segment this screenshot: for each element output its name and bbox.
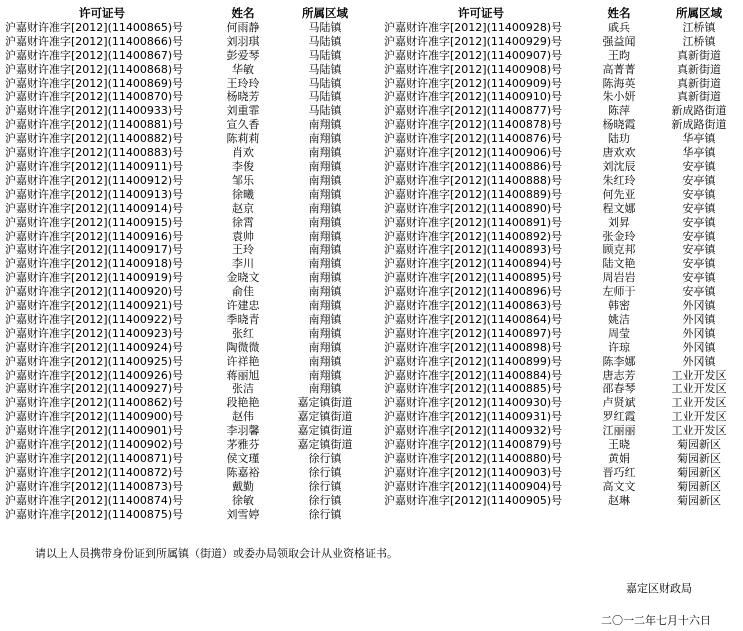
license-number: 沪嘉财许准字[2012](11400867)号: [5, 48, 184, 62]
region: 真新街道: [677, 90, 721, 104]
right-roster-body: [383, 21, 739, 508]
table-row: [383, 257, 739, 271]
license-number: 沪嘉财许准字[2012](11400911)号: [5, 159, 184, 173]
region: 徐行镇: [308, 507, 342, 521]
table-row: [383, 438, 739, 452]
person-name: 金晓文: [226, 271, 260, 285]
region: 南翔镇: [308, 285, 342, 299]
person-name: 许建忠: [226, 299, 260, 313]
license-number: 沪嘉财许准字[2012](11400878)号: [384, 118, 563, 132]
license-number: 沪嘉财许准字[2012](11400876)号: [384, 132, 563, 146]
person-name: 张洁: [232, 382, 254, 396]
license-number: 沪嘉财许准字[2012](11400919)号: [5, 271, 184, 285]
region: 菊园新区: [677, 465, 721, 479]
table-row: [4, 146, 364, 160]
license-header: 许可证号: [79, 7, 125, 20]
region: 马陆镇: [308, 48, 342, 62]
person-name: 黄娟: [608, 452, 630, 465]
license-number: 沪嘉财许准字[2012](11400920)号: [5, 285, 184, 299]
license-number: 沪嘉财许准字[2012](11400881)号: [5, 118, 184, 132]
name-header: 姓名: [231, 7, 255, 20]
person-name: 王玲: [232, 243, 254, 257]
table-row: [383, 230, 739, 244]
region: 南翔镇: [308, 382, 342, 396]
table-row: [383, 216, 739, 230]
person-name: 罗红霞: [602, 410, 636, 424]
person-name: 张红: [232, 326, 254, 340]
region: 工业开发区: [671, 396, 727, 410]
license-number: 沪嘉财许准字[2012](11400907)号: [384, 48, 563, 62]
region: 外冈镇: [682, 299, 716, 313]
license-number: 沪嘉财许准字[2012](11400889)号: [384, 187, 563, 201]
region: 安亭镇: [682, 201, 716, 215]
region: 马陆镇: [308, 104, 342, 118]
table-row: [4, 118, 364, 132]
license-number: 沪嘉财许准字[2012](11400888)号: [384, 173, 563, 187]
region-header: 所属区域: [676, 7, 722, 20]
region: 马陆镇: [308, 90, 342, 104]
person-name: 刘羽琪: [226, 34, 260, 48]
region: 徐行镇: [308, 493, 342, 507]
region: 华亭镇: [682, 132, 716, 146]
region: 南翔镇: [308, 146, 342, 160]
license-number: 沪嘉财许准字[2012](11400905)号: [384, 493, 563, 507]
table-row: [4, 90, 364, 104]
license-number: 沪嘉财许准字[2012](11400925)号: [5, 354, 184, 368]
table-row: [383, 77, 739, 91]
license-number: 沪嘉财许准字[2012](11400901)号: [5, 424, 184, 438]
table-row: [383, 313, 739, 327]
person-name: 陈嘉裕: [226, 465, 260, 479]
person-name: 陶微微: [226, 340, 260, 354]
person-name: 许琼: [608, 340, 630, 354]
table-row: [383, 188, 739, 202]
table-row: [383, 202, 739, 216]
table-row: [4, 410, 364, 424]
license-number: 沪嘉财许准字[2012](11400917)号: [5, 243, 184, 257]
table-row: [383, 118, 739, 132]
person-name: 俞佳: [232, 285, 254, 299]
license-number: 沪嘉财许准字[2012](11400873)号: [5, 479, 184, 493]
license-number: 沪嘉财许准字[2012](11400915)号: [5, 215, 184, 229]
person-name: 周岩岩: [602, 271, 636, 285]
region: 马陆镇: [308, 62, 342, 76]
table-row: [383, 299, 739, 313]
region: 安亭镇: [682, 257, 716, 271]
license-number: 沪嘉财许准字[2012](11400892)号: [384, 229, 563, 243]
region: 徐行镇: [308, 452, 342, 465]
table-row: [4, 21, 364, 35]
license-number: 沪嘉财许准字[2012](11400864)号: [384, 312, 563, 326]
table-row: [383, 104, 739, 118]
person-name: 左师于: [602, 285, 636, 299]
table-row: [4, 285, 364, 299]
table-row: [383, 35, 739, 49]
table-row: [4, 369, 364, 383]
issuer-signature: 嘉定区财政局: [626, 582, 692, 595]
person-name: 茅雅芬: [226, 438, 260, 452]
license-number: 沪嘉财许准字[2012](11400902)号: [5, 438, 184, 452]
left-roster-body: [4, 21, 364, 522]
person-name: 陆文艳: [602, 257, 636, 271]
license-number: 沪嘉财许准字[2012](11400914)号: [5, 201, 184, 215]
person-name: 徐敏: [232, 493, 254, 507]
license-number: 沪嘉财许准字[2012](11400868)号: [5, 62, 184, 76]
region: 安亭镇: [682, 187, 716, 201]
table-row: [383, 146, 739, 160]
license-number: 沪嘉财许准字[2012](11400913)号: [5, 187, 184, 201]
license-number: 沪嘉财许准字[2012](11400884)号: [384, 368, 563, 382]
table-row: [4, 299, 364, 313]
region: 南翔镇: [308, 312, 342, 326]
license-number: 沪嘉财许准字[2012](11400904)号: [384, 479, 563, 493]
region: 嘉定镇街道: [297, 438, 353, 452]
person-name: 唐欢欢: [602, 146, 636, 160]
region: 安亭镇: [682, 229, 716, 243]
table-row: [4, 327, 364, 341]
table-row: [383, 160, 739, 174]
person-name: 刘重霏: [226, 104, 260, 118]
table-row: [383, 410, 739, 424]
license-number: 沪嘉财许准字[2012](11400874)号: [5, 493, 184, 507]
person-name: 段艳艳: [226, 396, 260, 410]
person-name: 宣久香: [226, 118, 260, 132]
table-row: [4, 508, 364, 522]
license-number: 沪嘉财许准字[2012](11400871)号: [5, 452, 184, 465]
table-row: [4, 466, 364, 480]
person-name: 陆玏: [608, 132, 630, 146]
region: 马陆镇: [308, 34, 342, 48]
table-row: [383, 396, 739, 410]
license-number: 沪嘉财许准字[2012](11400891)号: [384, 215, 563, 229]
person-name: 李俊: [232, 159, 254, 173]
table-row: [4, 49, 364, 63]
person-name: 袁帅: [232, 229, 254, 243]
person-name: 陈李娜: [602, 354, 636, 368]
person-name: 刘昇: [608, 215, 630, 229]
table-row: [383, 355, 739, 369]
person-name: 刘沈辰: [602, 159, 636, 173]
person-name: 许祥艳: [226, 354, 260, 368]
license-number: 沪嘉财许准字[2012](11400932)号: [384, 424, 563, 438]
license-number: 沪嘉财许准字[2012](11400865)号: [5, 20, 184, 34]
region: 安亭镇: [682, 159, 716, 173]
table-row: [383, 424, 739, 438]
table-row: [383, 327, 739, 341]
license-number: 沪嘉财许准字[2012](11400896)号: [384, 285, 563, 299]
region: 江桥镇: [682, 34, 716, 48]
license-header: 许可证号: [458, 7, 504, 20]
person-name: 朱小妍: [602, 90, 636, 104]
person-name: 晋巧红: [602, 465, 636, 479]
table-row: [4, 396, 364, 410]
table-row: [383, 494, 739, 508]
table-row: [4, 452, 364, 466]
region: 安亭镇: [682, 285, 716, 299]
table-row: [4, 438, 364, 452]
table-row: [4, 188, 364, 202]
table-row: [4, 257, 364, 271]
person-name: 周莹: [608, 326, 630, 340]
license-number: 沪嘉财许准字[2012](11400927)号: [5, 382, 184, 396]
region: 马陆镇: [308, 20, 342, 34]
license-number: 沪嘉财许准字[2012](11400909)号: [384, 76, 563, 90]
person-name: 邵春琴: [602, 382, 636, 396]
person-name: 王昀: [608, 48, 630, 62]
person-name: 季晓青: [226, 312, 260, 326]
person-name: 刘雪婷: [226, 507, 260, 521]
region: 菊园新区: [677, 493, 721, 507]
license-number: 沪嘉财许准字[2012](11400908)号: [384, 62, 563, 76]
person-name: 邹乐: [232, 173, 254, 187]
table-row: [4, 243, 364, 257]
license-number: 沪嘉财许准字[2012](11400894)号: [384, 257, 563, 271]
region: 南翔镇: [308, 215, 342, 229]
person-name: 杨晓芳: [226, 90, 260, 104]
person-name: 徐曦: [232, 187, 254, 201]
license-number: 沪嘉财许准字[2012](11400926)号: [5, 368, 184, 382]
region: 工业开发区: [671, 410, 727, 424]
region: 南翔镇: [308, 159, 342, 173]
person-name: 徐霄: [232, 215, 254, 229]
table-row: [383, 480, 739, 494]
region: 嘉定镇街道: [297, 396, 353, 410]
license-number: 沪嘉财许准字[2012](11400880)号: [384, 452, 563, 465]
region: 南翔镇: [308, 368, 342, 382]
region: 南翔镇: [308, 243, 342, 257]
table-row: [4, 382, 364, 396]
left-roster-table: [4, 7, 364, 522]
table-row: [4, 424, 364, 438]
person-name: 侯文瑾: [226, 452, 260, 465]
license-number: 沪嘉财许准字[2012](11400862)号: [5, 396, 184, 410]
person-name: 姚洁: [608, 312, 630, 326]
region: 工业开发区: [671, 382, 727, 396]
person-name: 何雨静: [226, 20, 260, 34]
license-number: 沪嘉财许准字[2012](11400885)号: [384, 382, 563, 396]
person-name: 李川: [232, 257, 254, 271]
person-name: 程文娜: [602, 201, 636, 215]
license-number: 沪嘉财许准字[2012](11400903)号: [384, 465, 563, 479]
table-row: [4, 216, 364, 230]
table-row: [383, 369, 739, 383]
region: 江桥镇: [682, 20, 716, 34]
license-number: 沪嘉财许准字[2012](11400879)号: [384, 438, 563, 452]
region: 安亭镇: [682, 215, 716, 229]
person-name: 高菁菁: [602, 62, 636, 76]
region: 工业开发区: [671, 424, 727, 438]
table-row: [383, 49, 739, 63]
right-roster-table: [383, 7, 739, 508]
table-row: [4, 313, 364, 327]
table-row: [383, 341, 739, 355]
table-row: [383, 285, 739, 299]
table-row: [4, 35, 364, 49]
person-name: 赵琳: [608, 493, 630, 507]
license-number: 沪嘉财许准字[2012](11400900)号: [5, 410, 184, 424]
license-number: 沪嘉财许准字[2012](11400898)号: [384, 340, 563, 354]
person-name: 何先亚: [602, 187, 636, 201]
license-number: 沪嘉财许准字[2012](11400890)号: [384, 201, 563, 215]
table-row: [4, 174, 364, 188]
license-number: 沪嘉财许准字[2012](11400863)号: [384, 299, 563, 313]
region: 南翔镇: [308, 340, 342, 354]
person-name: 唐志芳: [602, 368, 636, 382]
region: 华亭镇: [682, 146, 716, 160]
region: 外冈镇: [682, 326, 716, 340]
license-number: 沪嘉财许准字[2012](11400929)号: [384, 34, 563, 48]
license-number: 沪嘉财许准字[2012](11400922)号: [5, 312, 184, 326]
person-name: 彭爱琴: [226, 48, 260, 62]
person-name: 李羽馨: [226, 424, 260, 438]
table-row: [383, 174, 739, 188]
license-number: 沪嘉财许准字[2012](11400870)号: [5, 90, 184, 104]
person-name: 陈萍: [608, 104, 630, 118]
region: 外冈镇: [682, 354, 716, 368]
region: 菊园新区: [677, 438, 721, 452]
table-row: [4, 494, 364, 508]
license-number: 沪嘉财许准字[2012](11400882)号: [5, 132, 184, 146]
region: 南翔镇: [308, 118, 342, 132]
region: 南翔镇: [308, 257, 342, 271]
right-header-row: [383, 7, 739, 21]
region: 外冈镇: [682, 312, 716, 326]
person-name: 陈莉莉: [226, 132, 260, 146]
region: 新成路街道: [671, 104, 727, 118]
license-number: 沪嘉财许准字[2012](11400931)号: [384, 410, 563, 424]
region: 外冈镇: [682, 340, 716, 354]
region: 马陆镇: [308, 76, 342, 90]
left-header-row: [4, 7, 364, 21]
license-number: 沪嘉财许准字[2012](11400918)号: [5, 257, 184, 271]
table-row: [383, 63, 739, 77]
person-name: 江丽丽: [602, 424, 636, 438]
person-name: 强益闻: [602, 34, 636, 48]
person-name: 高文文: [602, 479, 636, 493]
license-number: 沪嘉财许准字[2012](11400872)号: [5, 465, 184, 479]
region: 南翔镇: [308, 187, 342, 201]
region: 南翔镇: [308, 173, 342, 187]
region: 真新街道: [677, 62, 721, 76]
table-row: [383, 132, 739, 146]
person-name: 杨晓霞: [602, 118, 636, 132]
person-name: 戚兵: [608, 20, 630, 34]
table-row: [4, 63, 364, 77]
table-row: [383, 90, 739, 104]
license-number: 沪嘉财许准字[2012](11400886)号: [384, 159, 563, 173]
table-row: [4, 341, 364, 355]
region: 南翔镇: [308, 229, 342, 243]
license-number: 沪嘉财许准字[2012](11400869)号: [5, 76, 184, 90]
license-number: 沪嘉财许准字[2012](11400883)号: [5, 146, 184, 160]
region: 嘉定镇街道: [297, 410, 353, 424]
table-row: [4, 355, 364, 369]
table-row: [4, 132, 364, 146]
region: 徐行镇: [308, 465, 342, 479]
license-number: 沪嘉财许准字[2012](11400916)号: [5, 229, 184, 243]
license-number: 沪嘉财许准字[2012](11400924)号: [5, 340, 184, 354]
region: 南翔镇: [308, 271, 342, 285]
table-row: [4, 230, 364, 244]
region: 菊园新区: [677, 479, 721, 493]
license-number: 沪嘉财许准字[2012](11400899)号: [384, 354, 563, 368]
person-name: 韩密: [608, 299, 630, 313]
person-name: 蒋丽旭: [226, 368, 260, 382]
table-row: [4, 271, 364, 285]
collection-notice: 请以上人员携带身份证到所属镇（街道）或委办局领取会计从业资格证书。: [35, 547, 398, 560]
person-name: 顾克邦: [602, 243, 636, 257]
region: 菊园新区: [677, 452, 721, 465]
person-name: 张金玲: [602, 229, 636, 243]
license-number: 沪嘉财许准字[2012](11400910)号: [384, 90, 563, 104]
table-row: [383, 452, 739, 466]
person-name: 陈海英: [602, 76, 636, 90]
table-row: [4, 160, 364, 174]
table-row: [4, 104, 364, 118]
person-name: 华敏: [232, 62, 254, 76]
region: 南翔镇: [308, 354, 342, 368]
table-row: [4, 202, 364, 216]
person-name: 朱红玲: [602, 173, 636, 187]
person-name: 王玲玲: [226, 76, 260, 90]
region: 南翔镇: [308, 201, 342, 215]
license-number: 沪嘉财许准字[2012](11400897)号: [384, 326, 563, 340]
region: 新成路街道: [671, 118, 727, 132]
region: 南翔镇: [308, 326, 342, 340]
table-row: [4, 480, 364, 494]
license-number: 沪嘉财许准字[2012](11400877)号: [384, 104, 563, 118]
region: 安亭镇: [682, 271, 716, 285]
table-row: [383, 382, 739, 396]
region: 安亭镇: [682, 173, 716, 187]
table-row: [4, 77, 364, 91]
person-name: 肖欢: [232, 146, 254, 160]
issue-date: 二〇一二年七月十六日: [601, 614, 711, 627]
license-number: 沪嘉财许准字[2012](11400866)号: [5, 34, 184, 48]
person-name: 赵京: [232, 201, 254, 215]
license-number: 沪嘉财许准字[2012](11400895)号: [384, 271, 563, 285]
table-row: [383, 243, 739, 257]
region: 真新街道: [677, 76, 721, 90]
table-row: [383, 271, 739, 285]
person-name: 赵伟: [232, 410, 254, 424]
region-header: 所属区域: [302, 7, 348, 20]
license-number: 沪嘉财许准字[2012](11400875)号: [5, 507, 184, 521]
region: 安亭镇: [682, 243, 716, 257]
person-name: 戴勤: [232, 479, 254, 493]
license-number: 沪嘉财许准字[2012](11400906)号: [384, 146, 563, 160]
license-number: 沪嘉财许准字[2012](11400921)号: [5, 299, 184, 313]
region: 真新街道: [677, 48, 721, 62]
license-number: 沪嘉财许准字[2012](11400893)号: [384, 243, 563, 257]
license-number: 沪嘉财许准字[2012](11400928)号: [384, 20, 563, 34]
license-number: 沪嘉财许准字[2012](11400923)号: [5, 326, 184, 340]
person-name: 卢贤斌: [602, 396, 636, 410]
region: 南翔镇: [308, 299, 342, 313]
region: 工业开发区: [671, 368, 727, 382]
license-number: 沪嘉财许准字[2012](11400912)号: [5, 173, 184, 187]
region: 南翔镇: [308, 132, 342, 146]
name-header: 姓名: [607, 7, 631, 20]
license-number: 沪嘉财许准字[2012](11400930)号: [384, 396, 563, 410]
license-number: 沪嘉财许准字[2012](11400933)号: [5, 104, 184, 118]
region: 嘉定镇街道: [297, 424, 353, 438]
region: 徐行镇: [308, 479, 342, 493]
table-row: [383, 466, 739, 480]
table-row: [383, 21, 739, 35]
person-name: 王晓: [608, 438, 630, 452]
